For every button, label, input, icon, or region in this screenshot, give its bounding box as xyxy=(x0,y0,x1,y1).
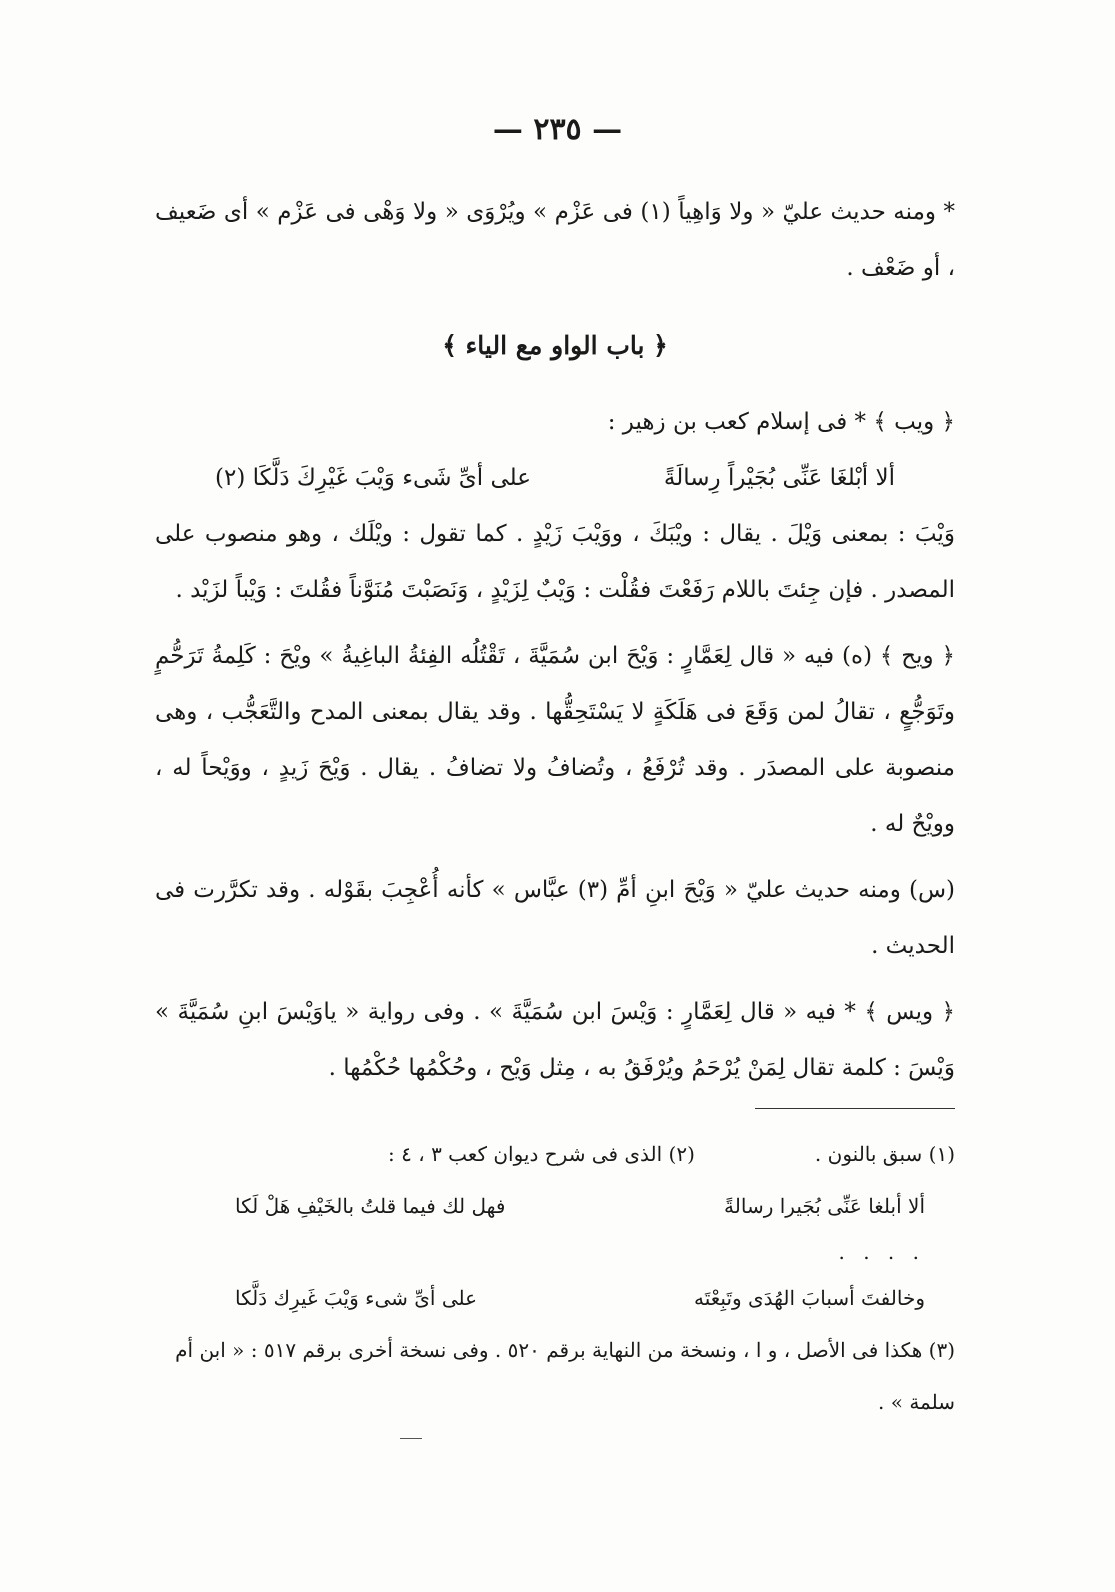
footnote-verse-2 xyxy=(155,1272,955,1324)
verse-hemistich-second: على أىِّ شَىء وَيْبَ غَيْرِكَ دَلَّكَا (٢) xyxy=(215,465,532,491)
entry-wayh-hadith-ali: (س) ومنه حديث عليّ « وَيْحَ ابنِ أمِّ (٣) عبَّاس » كأنه أُعْجِبَ بقَوْله . وقد تكرَّرت فى الحديث . xyxy=(155,877,955,959)
poem-verse xyxy=(155,450,955,506)
footnote-3: (٣) هكذا فى الأصل ، و ا ، ونسخة من النهاية برقم ٥٢٠ . وفى نسخة أخرى برقم ٥١٧ : « ابن أم سلمة » . xyxy=(175,1338,955,1414)
page-bottom-mark xyxy=(400,1438,422,1439)
main-text xyxy=(155,184,955,1096)
footnote-verse-1 xyxy=(155,1180,955,1232)
footnote-verse-1-second: فهل لك فيما قلتُ بالخَيْفِ هَلْ لَكا xyxy=(235,1194,506,1218)
entry-wayb-intro: ﴿ ويب ﴾ * فى إسلام كعب بن زهير : xyxy=(607,409,955,435)
entry-wayh: ﴿ ويح ﴾ (ه) فيه « قال لِعَمَّارٍ : وَيْحَ ابن سُمَيَّةَ ، تَقْتُلُه الفِئةُ الباغِيةُ » ويْحَ : كَلِمةُ تَرَحُّمٍ وتَوَجُّعٍ ، تقالُ لمن وَقَعَ فى هَلَكَةٍ لا يَسْتَحِقُّها . وقد يقال بمعنى المدح والتَّعَجُّب ، وهى منصوبة على المصدَر . وقد تُرْفَعُ ، وتُضافُ ولا تضافُ . يقال . وَيْحَ زَيدٍ ، ووَيْحاً له ، وويْحٌ له . xyxy=(155,643,955,837)
verse-hemistich-first: ألا أبْلغَا عَنِّى بُجَيْراً رِسالَةً xyxy=(663,465,895,491)
footnote-verse-1-first: ألا أبلغا عَنِّى بُجَيرا رسالةً xyxy=(724,1194,925,1218)
footnotes xyxy=(155,1128,955,1428)
entry-wayb-body: وَيْبَ : بمعنى وَيْلَ . يقال : ويْبَكَ ، ووَيْبَ زَيْدٍ . كما تقول : ويْلَك ، وهو منصوب على المصدر . فإن جِئتَ باللام رَفَعْتَ فقُلْت : وَيْبٌ لِزَيْدٍ ، وَنَصَبْتَ مُنَوَّناً فقُلتَ : وَيْباً لزَيْد . xyxy=(155,521,955,603)
page-number: — ٢٣٥ — xyxy=(492,112,623,147)
paragraph-wahiya: * ومنه حديث عليّ « ولا وَاهِياً (١) فى عَزْم » ويُرْوَى « ولا وَهْى فى عَزْم » أى ضَعيف ، أو ضَعْف . xyxy=(155,199,955,281)
footnote-verse-2-second: على أىِّ شىء وَيْبَ غَيرِك دَلَّكا xyxy=(235,1286,478,1310)
footnote-verse-2-first: وخالفتَ أسبابَ الهُدَى وتَبِعْتَه xyxy=(694,1286,925,1310)
footnote-2: (٢) الذى فى شرح ديوان كعب ٣ ، ٤ : xyxy=(388,1142,695,1166)
footnote-row xyxy=(155,1128,955,1180)
section-heading: ﴿ باب الواو مع الياء ﴾ xyxy=(442,331,668,360)
footnote-divider xyxy=(755,1108,955,1109)
entry-ways: ﴿ ويس ﴾ * فيه « قال لِعَمَّارٍ : وَيْسَ ابن سُمَيَّةَ » . وفى رواية « ياوَيْسَ ابنِ سُمَيَّةَ » وَيْسَ : كلمة تقال لِمَنْ يُرْحَمُ ويُرْفَقُ به ، مِثل وَيْح ، وحُكْمُها حُكْمُها . xyxy=(155,999,955,1081)
footnote-1: (١) سبق بالنون . xyxy=(814,1142,955,1166)
ellipsis-dots: . . . . xyxy=(838,1240,925,1264)
